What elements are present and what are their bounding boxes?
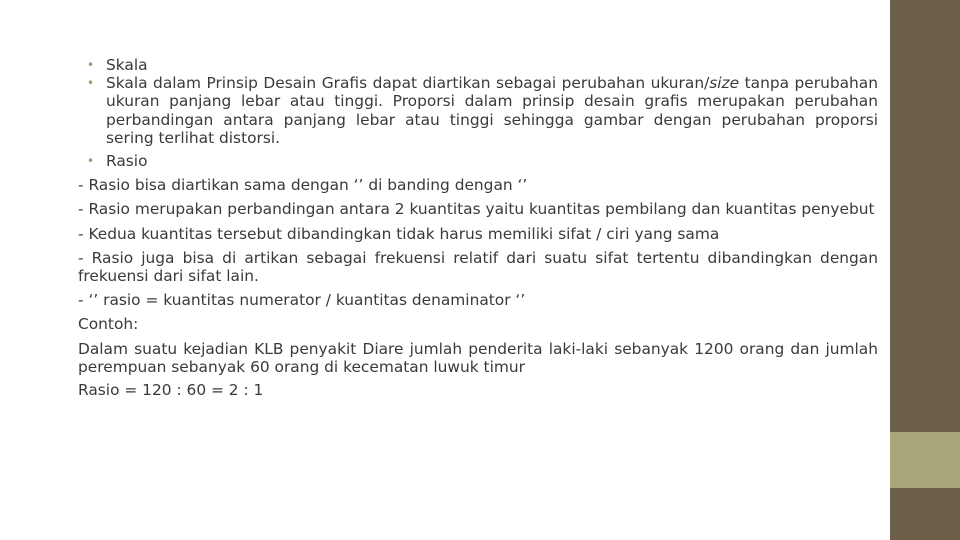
paragraph-rasio-formula: - ‘’ rasio = kuantitas numerator / kuantitas denaminator ‘’ — [78, 291, 526, 310]
bullet-item-skala-heading — [78, 56, 878, 74]
bullet-item-rasio-heading — [78, 152, 878, 170]
bullet-dot-icon: • — [87, 58, 95, 72]
paragraph-example-result: Rasio = 120 : 60 = 2 : 1 — [78, 381, 264, 400]
bullet-dot-icon: • — [87, 76, 95, 91]
paragraph-quantity-nature: - Kedua kuantitas tersebut dibandingkan tidak harus memiliki sifat / ciri yang sama — [78, 224, 720, 243]
example-label: Contoh: — [78, 315, 139, 334]
bullet-text-emphasis: size — [709, 74, 740, 93]
bullet-dot-icon: • — [87, 154, 95, 169]
paragraph-example-case: Dalam suatu kejadian KLB penyakit Diare jumlah penderita laki-laki sebanyak 1200 orang dan jumlah perempuan sebanyak 60 orang di kecematan luwuk timur — [78, 339, 878, 376]
paragraph-rasio-meaning: - Rasio bisa diartikan sama dengan ‘’ di banding dengan ‘’ — [78, 176, 528, 195]
bullet-item-skala-definition — [78, 74, 878, 147]
sidebar-decoration-top — [890, 0, 960, 432]
paragraph-relative-frequency: - Rasio juga bisa di artikan sebagai frekuensi relatif dari suatu sifat tertentu dibandingkan dengan frekuensi dari sifat lain. — [78, 248, 878, 286]
slide-body — [78, 56, 878, 399]
bullet-text: Rasio — [106, 152, 148, 171]
bullet-text-end: tanpa perubahan ukuran panjang lebar atau tinggi. Proporsi dalam prinsip desain grafis merupakan perubahan perbandingan antara panjang lebar atau tinggi sehingga gambar dengan perubahan proporsi sering terlihat distorsi. — [106, 74, 878, 147]
sidebar-decoration-bottom — [890, 488, 960, 540]
paragraph-rasio-comparison: - Rasio merupakan perbandingan antara 2 kuantitas yaitu kuantitas pembilang dan kuantitas penyebut — [78, 200, 875, 219]
sidebar-decoration-accent — [890, 432, 960, 488]
bullet-text-start: Skala dalam Prinsip Desain Grafis dapat diartikan sebagai perubahan ukuran/ — [106, 74, 710, 93]
bullet-text: Skala — [106, 56, 148, 74]
